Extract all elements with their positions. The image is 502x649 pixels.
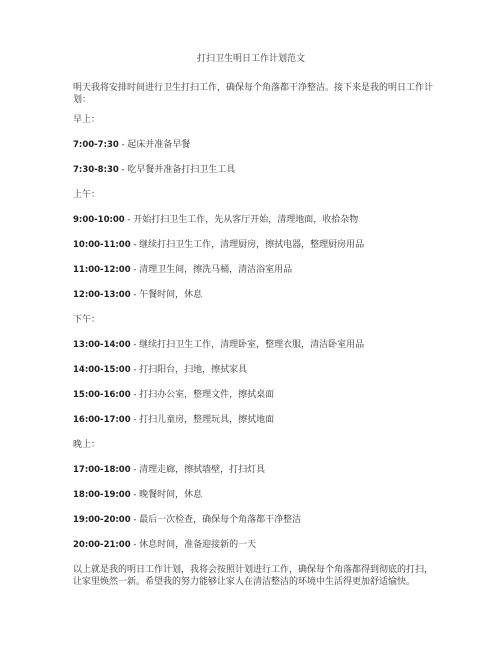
schedule-separator: - [130,265,140,275]
schedule-desc: 晚餐时间，休息 [139,490,203,500]
section-label-morning: 早上： [73,115,101,125]
schedule-separator: - [130,390,140,400]
schedule-time: 15:00-16:00 [73,390,131,400]
closing-paragraph: 以上就是我的明日工作计划，我将会按照计划进行工作，确保每个角落都得到彻底的打扫，让家里焕然一新。希望我的努力能够让家人在清洁整洁的环境中生活得更加舒适愉快。 [73,565,434,587]
schedule-desc: 打扫阳台，扫地，擦拭家具 [139,365,248,375]
schedule-item [73,364,247,376]
schedule-item [73,389,274,401]
schedule-item [73,489,202,501]
schedule-time: 18:00-19:00 [73,490,131,500]
schedule-separator: - [118,165,128,175]
section-label-afternoon: 下午： [73,315,101,325]
schedule-separator: - [130,415,140,425]
schedule-time: 19:00-20:00 [73,515,131,525]
schedule-desc: 最后一次检查，确保每个角落都干净整洁 [139,515,302,525]
schedule-time: 9:00-10:00 [73,215,125,225]
schedule-time: 11:00-12:00 [73,265,131,275]
schedule-desc: 起床并准备早餐 [127,140,191,150]
schedule-desc: 午餐时间，休息 [139,290,203,300]
schedule-item [73,264,292,276]
intro-paragraph: 明天我将安排时间进行卫生打扫工作，确保每个角落都干净整洁。接下来是我的明日工作计划： [73,83,434,105]
schedule-desc: 继续打扫卫生工作，清理卧室，整理衣服，清洁卧室用品 [139,340,365,350]
schedule-separator: - [130,540,140,550]
schedule-time: 20:00-21:00 [73,540,131,550]
schedule-time: 7:00-7:30 [73,140,119,150]
schedule-desc: 吃早餐并准备打扫卫生工具 [127,165,236,175]
schedule-item [73,539,256,551]
schedule-time: 17:00-18:00 [73,465,131,475]
section-label-evening: 晚上： [73,440,101,450]
schedule-desc: 继续打扫卫生工作，清理厨房，擦拭电器，整理厨房用品 [139,240,365,250]
section-label-forenoon: 上午： [73,190,101,200]
schedule-item [73,214,358,226]
schedule-separator: - [124,215,134,225]
schedule-desc: 清理走廊，擦拭墙壁，打扫灯具 [139,465,266,475]
schedule-time: 10:00-11:00 [73,240,131,250]
schedule-separator: - [130,340,140,350]
schedule-time: 14:00-15:00 [73,365,131,375]
schedule-time: 12:00-13:00 [73,290,131,300]
schedule-desc: 清理卫生间，擦洗马桶，清洁浴室用品 [139,265,293,275]
schedule-item [73,289,202,301]
schedule-desc: 打扫儿童房，整理玩具，擦拭地面 [139,415,275,425]
schedule-separator: - [118,140,128,150]
document-title: 打扫卫生明日工作计划范文 [196,54,305,64]
schedule-separator: - [130,240,140,250]
schedule-time: 7:30-8:30 [73,165,119,175]
schedule-separator: - [130,465,140,475]
schedule-desc: 开始打扫卫生工作，先从客厅开始，清理地面，收拾杂物 [133,215,359,225]
schedule-item [73,514,301,526]
schedule-separator: - [130,490,140,500]
schedule-item [73,239,364,251]
schedule-item [73,339,364,351]
schedule-item [73,139,190,151]
schedule-desc: 休息时间，准备迎接新的一天 [139,540,257,550]
schedule-item [73,164,235,176]
schedule-separator: - [130,365,140,375]
schedule-time: 13:00-14:00 [73,340,131,350]
schedule-item [73,464,265,476]
schedule-desc: 打扫办公室，整理文件，擦拭桌面 [139,390,275,400]
schedule-time: 16:00-17:00 [73,415,131,425]
schedule-item [73,414,274,426]
schedule-separator: - [130,290,140,300]
schedule-separator: - [130,515,140,525]
